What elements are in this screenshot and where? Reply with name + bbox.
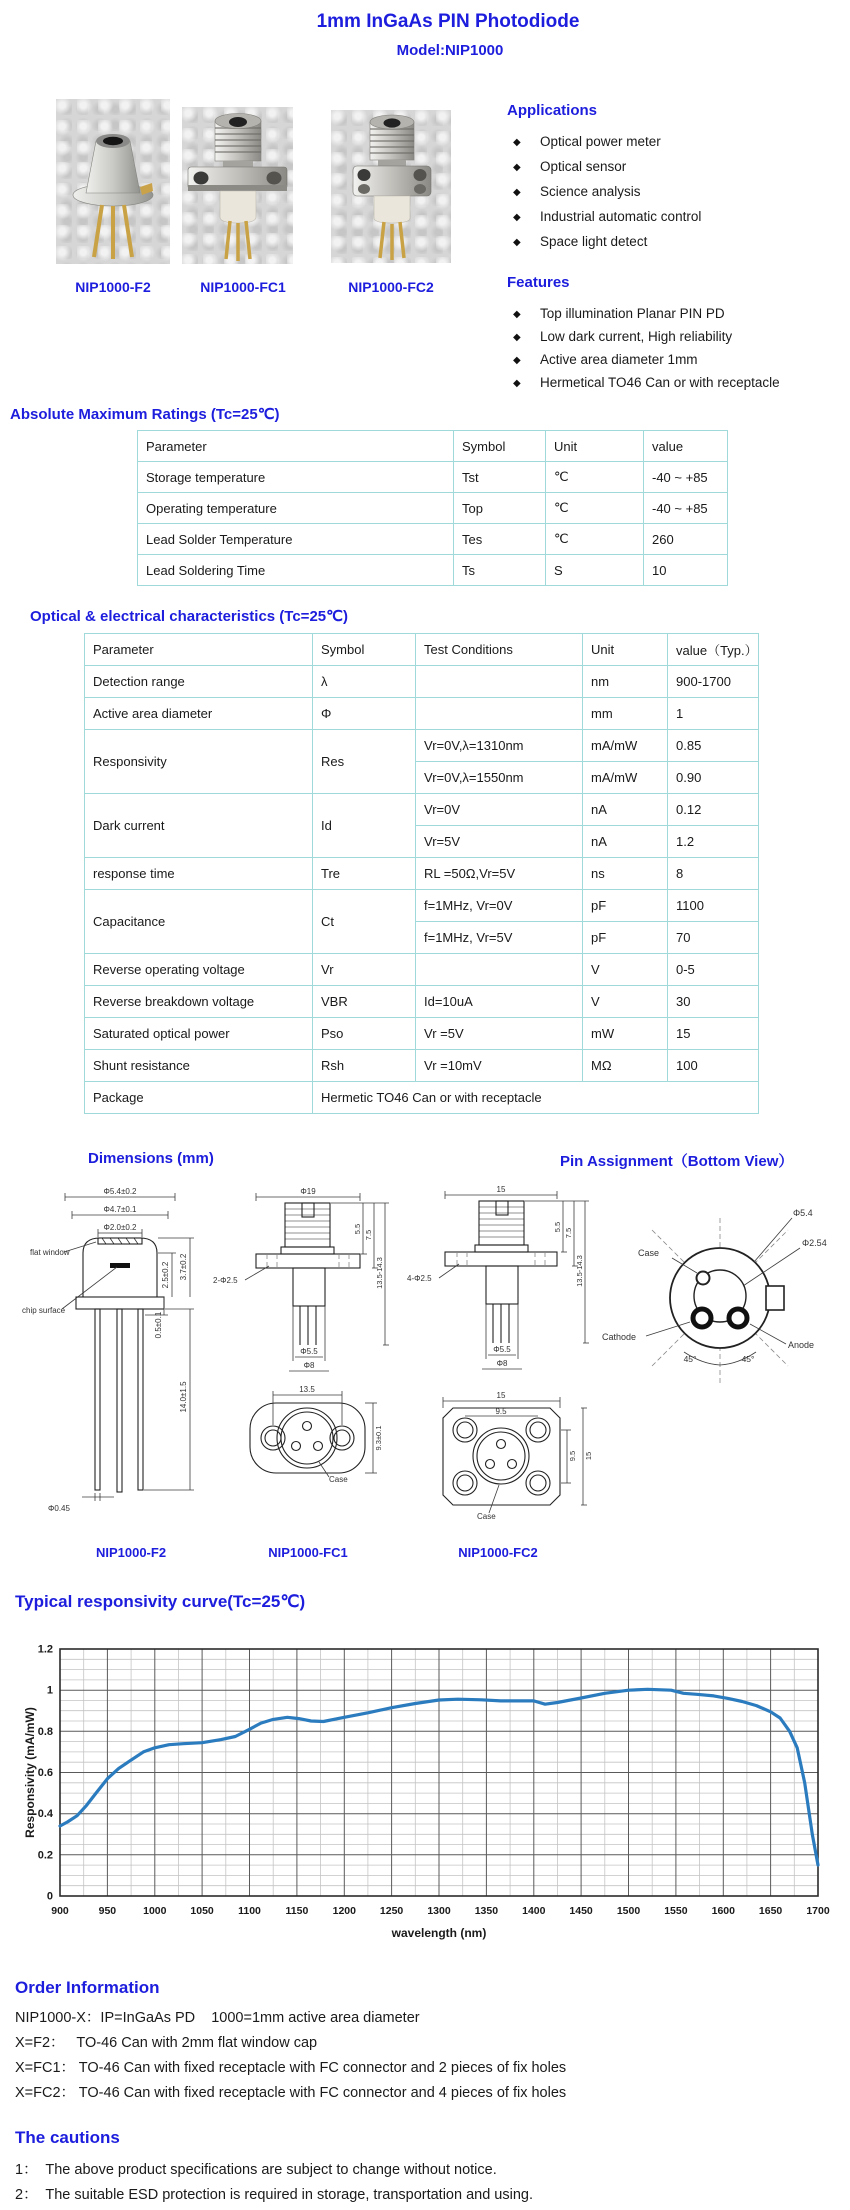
table-cell: Hermetic TO46 Can or with receptacle (313, 1082, 759, 1114)
table-cell: V (583, 986, 668, 1018)
chart-heading: Typical responsivity curve(Tc=25℃) (15, 1592, 306, 1611)
list-item-text: Space light detect (540, 234, 648, 249)
table-cell: 1.2 (668, 826, 759, 858)
responsivity-chart (20, 1630, 835, 1950)
table-cell: nA (583, 794, 668, 826)
table-cell: pF (583, 890, 668, 922)
data-table (137, 430, 728, 586)
dim-label: 15 (584, 1451, 593, 1461)
page-title: 1mm InGaAs PIN Photodiode (316, 11, 580, 32)
table-cell: λ (313, 666, 416, 698)
table-cell: mW (583, 1018, 668, 1050)
list-item (513, 184, 701, 209)
table-cell: 0.85 (668, 730, 759, 762)
list-item (513, 329, 780, 352)
table-cell: 10 (644, 555, 728, 586)
table-row (138, 462, 728, 493)
table-cell: Vr=5V (416, 826, 583, 858)
x-tick-label: 900 (51, 1905, 69, 1917)
table-row (85, 794, 759, 826)
chart-y-axis-label: Responsivity (mA/mW) (23, 1707, 37, 1838)
table-cell: S (546, 555, 644, 586)
table-header-cell: Unit (546, 431, 644, 462)
table-cell: 15 (668, 1018, 759, 1050)
x-tick-label: 1600 (711, 1905, 735, 1917)
model-subtitle: Model:NIP1000 (396, 42, 504, 59)
data-table (84, 633, 759, 1114)
list-item (513, 375, 780, 398)
table-cell: mm (583, 698, 668, 730)
table-row (85, 954, 759, 986)
dim-label: 3.7±0.2 (179, 1253, 188, 1281)
table-cell: Rsh (313, 1050, 416, 1082)
y-tick-label: 0.4 (37, 1808, 53, 1821)
drawing-caption-fc1: NIP1000-FC1 (268, 1545, 348, 1560)
table-cell: Id (313, 794, 416, 858)
x-tick-label: 1650 (758, 1905, 783, 1917)
characteristics-table (84, 633, 759, 1114)
abs-max-heading: Absolute Maximum Ratings (Tc=25℃) (10, 406, 280, 423)
list-item (513, 134, 701, 159)
table-cell: RL =50Ω,Vr=5V (416, 858, 583, 890)
list-item (513, 209, 701, 234)
pin-assignment-diagram (580, 1190, 850, 1410)
list-item-text: Top illumination Planar PIN PD (540, 306, 725, 321)
dim-label: Φ19 (300, 1187, 316, 1196)
table-row (138, 493, 728, 524)
table-cell: Id=10uA (416, 986, 583, 1018)
table-cell: 8 (668, 858, 759, 890)
dim-label: 13.5-14.3 (375, 1257, 384, 1289)
dim-label: Case (329, 1475, 348, 1484)
y-tick-label: 0.2 (37, 1849, 53, 1862)
diamond-bullet-icon: ◆ (513, 309, 521, 320)
x-tick-label: 1300 (427, 1905, 451, 1917)
angle-label: 45° (741, 1354, 755, 1364)
table-cell: 100 (668, 1050, 759, 1082)
diamond-bullet-icon: ◆ (513, 212, 521, 223)
list-item (15, 2056, 566, 2081)
table-cell: -40 ~ +85 (644, 462, 728, 493)
dim-label: 2-Φ2.5 (213, 1276, 238, 1285)
diamond-bullet-icon: ◆ (513, 332, 521, 343)
table-cell: 1100 (668, 890, 759, 922)
table-row (85, 1082, 759, 1114)
table-header-cell: Unit (583, 634, 668, 666)
table-header-cell: value (644, 431, 728, 462)
table-cell: VBR (313, 986, 416, 1018)
x-tick-label: 950 (98, 1905, 117, 1917)
y-tick-label: 0.6 (37, 1767, 53, 1779)
dim-label: 7.5 (564, 1227, 573, 1239)
table-cell: Lead Soldering Time (138, 555, 454, 586)
y-tick-label: 1 (46, 1684, 53, 1697)
table-cell: f=1MHz, Vr=5V (416, 922, 583, 954)
table-cell: Vr =5V (416, 1018, 583, 1050)
table-cell: Lead Solder Temperature (138, 524, 454, 555)
table-cell: MΩ (583, 1050, 668, 1082)
diamond-bullet-icon: ◆ (513, 162, 521, 173)
table-cell: Saturated optical power (85, 1018, 313, 1050)
list-item-text: Optical sensor (540, 159, 627, 174)
table-row (85, 730, 759, 762)
table-row (85, 698, 759, 730)
table-cell: Φ (313, 698, 416, 730)
order-info-heading: Order Information (15, 1978, 160, 1997)
table-cell: Active area diameter (85, 698, 313, 730)
dim-label: 13.5 (299, 1385, 315, 1394)
dim-label: 4-Φ2.5 (407, 1274, 432, 1283)
table-cell: Tes (454, 524, 546, 555)
table-cell: ℃ (546, 462, 644, 493)
table-row (85, 634, 759, 666)
list-item (15, 2006, 566, 2031)
table-row (85, 858, 759, 890)
table-row (85, 986, 759, 1018)
list-item-text: Hermetical TO46 Can or with receptacle (540, 375, 780, 390)
product-photo-f2 (56, 99, 170, 264)
dim-label: 9.5 (495, 1407, 507, 1416)
x-tick-label: 1500 (616, 1905, 641, 1917)
dim-label: Φ5.4±0.2 (103, 1187, 137, 1196)
table-cell: 900-1700 (668, 666, 759, 698)
dim-label: 13.5-14.3 (575, 1255, 584, 1287)
drawing-caption-f2: NIP1000-F2 (95, 1545, 167, 1560)
table-cell: Res (313, 730, 416, 794)
dim-label: 9.5 (568, 1450, 577, 1462)
table-row (85, 666, 759, 698)
list-item (15, 2031, 566, 2056)
table-cell (416, 666, 583, 698)
x-tick-label: 1450 (569, 1905, 593, 1917)
chart-x-axis-label: wavelength (nm) (391, 1926, 487, 1940)
x-tick-label: 1050 (190, 1905, 214, 1917)
table-cell: Vr=0V,λ=1550nm (416, 762, 583, 794)
photo-label-fc1: NIP1000-FC1 (200, 279, 286, 295)
diamond-bullet-icon: ◆ (513, 187, 521, 198)
applications-heading: Applications (507, 102, 598, 119)
table-cell: Ts (454, 555, 546, 586)
table-header-cell: value（Typ.） (668, 634, 759, 666)
list-item-text: NIP1000-X：IP=InGaAs PD 1000=1mm active area diameter (15, 2010, 420, 2026)
list-item-text: X=F2： TO-46 Can with 2mm flat window cap (15, 2035, 318, 2051)
pin-label: Φ2.54 (802, 1238, 827, 1248)
table-cell: Package (85, 1082, 313, 1114)
table-cell: Capacitance (85, 890, 313, 954)
list-item-text: 2： The suitable ESD protection is required in storage, transportation and using. (15, 2187, 533, 2203)
dim-label: 15 (496, 1391, 506, 1400)
dim-label: Φ5.5 (493, 1345, 511, 1354)
pin-assignment-heading: Pin Assignment（Bottom View） (560, 1153, 794, 1170)
table-cell: Shunt resistance (85, 1050, 313, 1082)
pin-label: Cathode (602, 1332, 637, 1342)
list-item-text: X=FC1： TO-46 Can with fixed receptacle with FC connector and 2 pieces of fix holes (15, 2060, 567, 2076)
table-row (85, 1018, 759, 1050)
dim-label: 7.5 (364, 1229, 373, 1241)
x-tick-label: 1000 (143, 1905, 167, 1917)
table-cell: nm (583, 666, 668, 698)
list-item-text: Optical power meter (540, 134, 661, 149)
product-photo-fc2 (331, 110, 451, 263)
list-item (513, 306, 780, 329)
characteristics-heading: Optical & electrical characteristics (Tc=25℃) (30, 608, 348, 625)
fc1-photo-drawing (182, 107, 293, 264)
table-cell: 0.90 (668, 762, 759, 794)
list-item (513, 159, 701, 184)
table-row (138, 555, 728, 586)
table-cell: 0-5 (668, 954, 759, 986)
table-header-cell: Parameter (85, 634, 313, 666)
table-header-cell: Parameter (138, 431, 454, 462)
dim-label: Φ5.5 (300, 1347, 318, 1356)
list-item-text: 1： The above product specifications are subject to change without notice. (15, 2162, 497, 2178)
table-cell: ℃ (546, 493, 644, 524)
table-cell: Storage temperature (138, 462, 454, 493)
table-cell: Operating temperature (138, 493, 454, 524)
list-item (15, 2081, 566, 2106)
features-heading: Features (507, 274, 570, 291)
x-tick-label: 1550 (664, 1905, 688, 1917)
table-cell: 260 (644, 524, 728, 555)
list-item-text: Active area diameter 1mm (540, 352, 698, 367)
dim-label: Case (477, 1512, 496, 1521)
table-cell: 1 (668, 698, 759, 730)
table-header-cell: Symbol (313, 634, 416, 666)
table-cell: mA/mW (583, 762, 668, 794)
table-cell: response time (85, 858, 313, 890)
table-cell: 70 (668, 922, 759, 954)
dim-label: 9.3±0.1 (374, 1425, 383, 1451)
features-list (513, 306, 780, 398)
cautions-heading: The cautions (15, 2128, 120, 2147)
dim-label: 15 (496, 1185, 506, 1194)
dim-label: 5.5 (353, 1223, 362, 1235)
table-cell: Vr =10mV (416, 1050, 583, 1082)
y-tick-label: 0.8 (37, 1725, 53, 1738)
fc2-outline-drawing (405, 1185, 605, 1545)
table-cell: Top (454, 493, 546, 524)
dim-label: 0.5±0.1 (154, 1311, 163, 1339)
product-photo-fc1 (182, 107, 293, 264)
dim-label: 14.0±1.5 (179, 1381, 188, 1413)
table-cell: ℃ (546, 524, 644, 555)
x-tick-label: 1100 (238, 1905, 261, 1917)
table-cell: Ct (313, 890, 416, 954)
list-item-text: Science analysis (540, 184, 641, 199)
dim-label: Φ8 (303, 1361, 315, 1370)
x-tick-label: 1350 (474, 1905, 499, 1917)
table-cell: Reverse operating voltage (85, 954, 313, 986)
table-cell (416, 698, 583, 730)
diamond-bullet-icon: ◆ (513, 378, 521, 389)
table-row (85, 890, 759, 922)
table-cell: Detection range (85, 666, 313, 698)
table-row (85, 1050, 759, 1082)
table-header-cell: Symbol (454, 431, 546, 462)
list-item-text: Industrial automatic control (540, 209, 702, 224)
pin-label: Anode (788, 1340, 815, 1350)
order-info-lines (15, 2006, 566, 2106)
drawing-caption-fc2: NIP1000-FC2 (458, 1545, 538, 1560)
fc2-photo-drawing (331, 110, 451, 263)
photo-label-f2: NIP1000-F2 (75, 279, 151, 295)
table-row (138, 431, 728, 462)
x-tick-label: 1200 (332, 1905, 356, 1917)
f2-outline-drawing (20, 1185, 210, 1545)
dim-label: Φ2.0±0.2 (103, 1223, 137, 1232)
table-cell: f=1MHz, Vr=0V (416, 890, 583, 922)
table-cell: ns (583, 858, 668, 890)
table-cell: Reverse breakdown voltage (85, 986, 313, 1018)
table-cell: Responsivity (85, 730, 313, 794)
table-row (138, 524, 728, 555)
table-cell: Tst (454, 462, 546, 493)
list-item-text: Low dark current, High reliability (540, 329, 733, 344)
x-tick-label: 1150 (285, 1905, 309, 1917)
to-can-photo-drawing (56, 99, 170, 264)
y-tick-label: 0 (46, 1890, 53, 1903)
table-cell: Vr (313, 954, 416, 986)
list-item-text: X=FC2： TO-46 Can with fixed receptacle with FC connector and 4 pieces of fix holes (15, 2085, 567, 2101)
table-cell: 0.12 (668, 794, 759, 826)
diamond-bullet-icon: ◆ (513, 237, 521, 248)
cautions-lines (15, 2158, 533, 2208)
table-cell: 30 (668, 986, 759, 1018)
x-tick-label: 1400 (522, 1905, 546, 1917)
table-cell (416, 954, 583, 986)
table-cell: V (583, 954, 668, 986)
table-cell: pF (583, 922, 668, 954)
table-cell: Vr=0V (416, 794, 583, 826)
applications-list (513, 134, 701, 259)
dimensions-heading: Dimensions (mm) (88, 1150, 214, 1167)
chart-svg (20, 1630, 835, 1945)
table-cell: -40 ~ +85 (644, 493, 728, 524)
abs-max-table (137, 430, 728, 586)
table-cell: Vr=0V,λ=1310nm (416, 730, 583, 762)
angle-label: 45° (683, 1354, 697, 1364)
dim-label: Φ8 (496, 1359, 508, 1368)
diamond-bullet-icon: ◆ (513, 137, 521, 148)
y-tick-label: 1.2 (37, 1643, 53, 1656)
dim-label: flat window (30, 1248, 70, 1257)
dim-label: 2.5±0.2 (161, 1261, 170, 1289)
list-item (15, 2183, 533, 2208)
table-cell: mA/mW (583, 730, 668, 762)
table-cell: Tre (313, 858, 416, 890)
dim-label: 5.5 (553, 1221, 562, 1233)
pin-label: Case (638, 1248, 660, 1258)
diamond-bullet-icon: ◆ (513, 355, 521, 366)
x-tick-label: 1250 (379, 1905, 404, 1917)
dim-label: chip surface (22, 1306, 66, 1315)
list-item (15, 2158, 533, 2183)
list-item (513, 234, 701, 259)
dim-label: Φ0.45 (48, 1504, 70, 1513)
x-tick-label: 1700 (806, 1905, 830, 1917)
table-header-cell: Test Conditions (416, 634, 583, 666)
table-cell: Pso (313, 1018, 416, 1050)
fc1-outline-drawing (205, 1185, 400, 1545)
table-cell: Dark current (85, 794, 313, 858)
pin-label: Φ5.4 (793, 1208, 813, 1218)
table-cell: nA (583, 826, 668, 858)
photo-label-fc2: NIP1000-FC2 (348, 279, 434, 295)
dim-label: Φ4.7±0.1 (103, 1205, 137, 1214)
list-item (513, 352, 780, 375)
